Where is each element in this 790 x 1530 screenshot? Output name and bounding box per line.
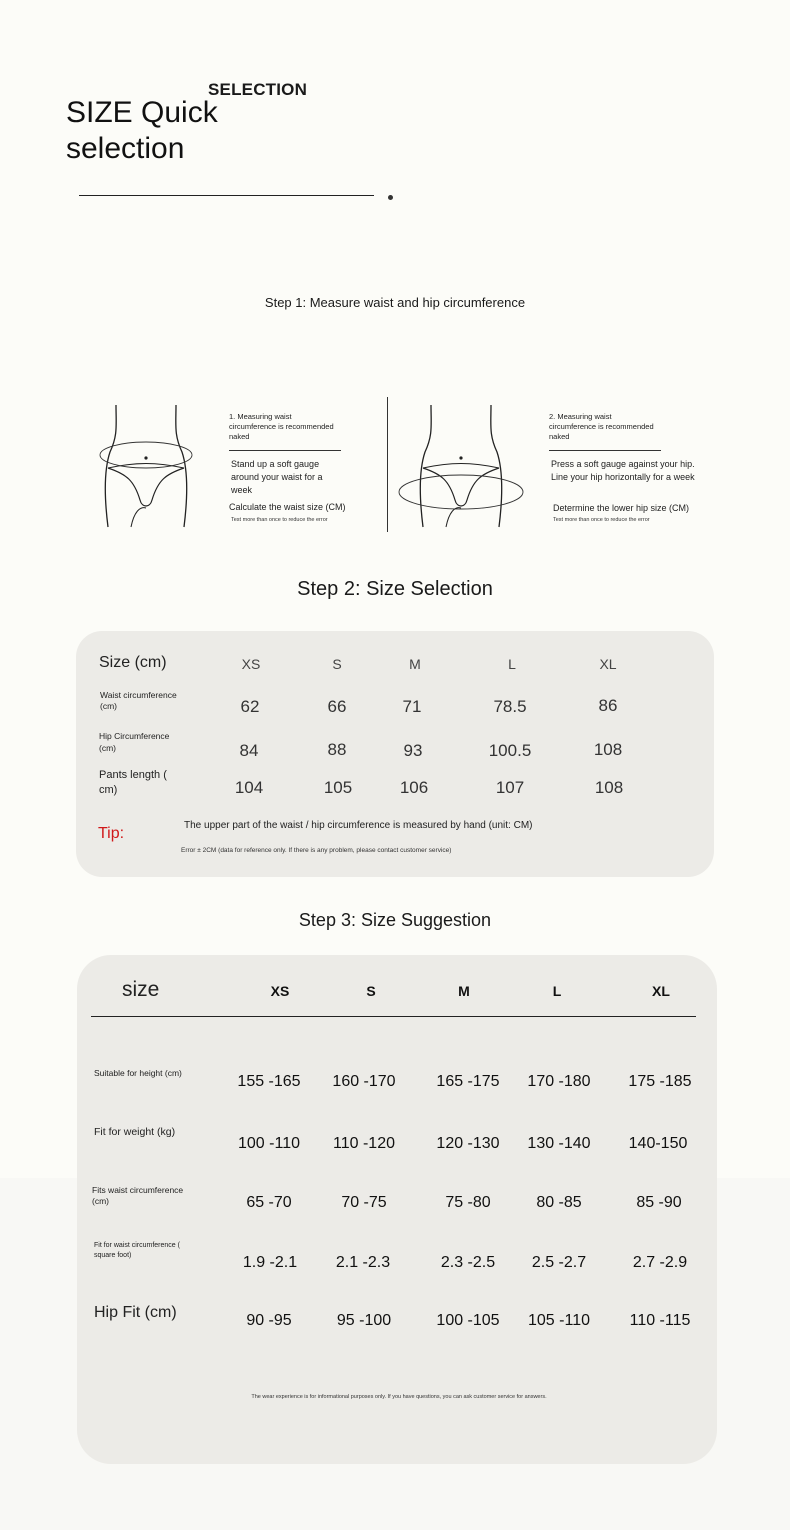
pants-length-value: 104 xyxy=(234,778,264,797)
waist-value: 66 xyxy=(327,697,347,716)
waist-sqft-value: 2.1 -2.3 xyxy=(335,1254,391,1271)
waist-cm-value: 75 -80 xyxy=(445,1194,491,1211)
hip-value: 93 xyxy=(403,741,423,760)
hip-instruction: 2. Measuring waist circumference is recommended naked xyxy=(549,412,654,441)
waist-value: 71 xyxy=(402,697,422,716)
height-value: 170 -180 xyxy=(527,1073,591,1090)
waist-sqft-value: 2.5 -2.7 xyxy=(531,1254,587,1271)
pants-length-row-label: Pants length ( cm) xyxy=(99,769,167,796)
hip-fit-value: 110 -115 xyxy=(629,1312,691,1329)
height-value: 165 -175 xyxy=(436,1073,500,1090)
waist-cm-value: 70 -75 xyxy=(341,1194,387,1211)
hip-figure-illustration xyxy=(396,400,526,532)
waist-sqft-value: 1.9 -2.1 xyxy=(242,1254,298,1271)
size-l-header: L xyxy=(508,656,516,672)
suggest-l-header: L xyxy=(552,983,562,999)
suggest-xl-header: XL xyxy=(652,983,670,999)
hip-value: 108 xyxy=(593,740,623,759)
waist-figure-illustration xyxy=(96,400,196,532)
hip-fit-value: 95 -100 xyxy=(336,1312,392,1329)
waist-cm-value: 80 -85 xyxy=(536,1194,582,1211)
hip-calc: Determine the lower hip size (CM) xyxy=(553,503,690,513)
weight-value: 130 -140 xyxy=(527,1135,591,1152)
hip-row-label: Hip Circumference (cm) xyxy=(99,731,170,753)
waist-instruction: 1. Measuring waist circumference is recommended naked xyxy=(229,412,334,441)
size-xs-header: XS xyxy=(241,656,261,672)
hip-detail: Press a soft gauge against your hip. Line your hip horizontally for a week xyxy=(551,459,695,482)
height-value: 160 -170 xyxy=(332,1073,396,1090)
suggest-m-header: M xyxy=(458,983,470,999)
hip-value: 100.5 xyxy=(488,741,532,760)
suggest-s-header: S xyxy=(366,983,376,999)
hip-fit-value: 100 -105 xyxy=(436,1312,500,1329)
pants-length-value: 108 xyxy=(594,778,624,797)
weight-value: 110 -120 xyxy=(333,1135,395,1152)
hip-note: Test more than once to reduce the error xyxy=(553,517,650,523)
step1-divider xyxy=(387,397,388,532)
waist-note: Test more than once to reduce the error xyxy=(231,517,328,523)
hip-fit-value: 90 -95 xyxy=(246,1312,292,1329)
waist-value: 62 xyxy=(240,697,260,716)
waist-sqft-row-label: Fit for waist circumference ( square foot) xyxy=(94,1242,180,1259)
weight-value: 100 -110 xyxy=(238,1135,300,1152)
hip-rule xyxy=(549,450,661,451)
waist-calc: Calculate the waist size (CM) xyxy=(229,502,346,512)
pants-length-value: 107 xyxy=(495,778,525,797)
step1-title: Step 1: Measure waist and hip circumference xyxy=(264,295,526,310)
tip-text: The upper part of the waist / hip circumference is measured by hand (unit: CM) xyxy=(184,820,533,831)
height-value: 175 -185 xyxy=(628,1073,692,1090)
height-value: 155 -165 xyxy=(237,1073,301,1090)
waist-sqft-value: 2.7 -2.9 xyxy=(632,1254,688,1271)
hip-value: 88 xyxy=(327,740,347,759)
waist-cm-row-label: Fits waist circumference (cm) xyxy=(92,1185,184,1206)
size-m-header: M xyxy=(409,656,421,672)
waist-value: 78.5 xyxy=(493,697,527,716)
header-dot xyxy=(388,195,393,200)
waist-row-label: Waist circumference (cm) xyxy=(100,690,177,711)
waist-rule xyxy=(229,450,341,451)
size-header-label: size xyxy=(122,978,160,1001)
pants-length-value: 106 xyxy=(399,778,429,797)
tip-note: Error ± 2CM (data for reference only. If there is any problem, please contact customer service) xyxy=(181,847,452,854)
weight-row-label: Fit for weight (kg) xyxy=(94,1126,176,1138)
tip-label: Tip: xyxy=(98,825,125,842)
size-xl-header: XL xyxy=(599,656,617,672)
step2-title: Step 2: Size Selection xyxy=(297,578,493,600)
suggest-xs-header: XS xyxy=(270,983,290,999)
size-cm-header: Size (cm) xyxy=(99,654,167,671)
suggestion-footer-note: The wear experience is for informational purposes only. If you have questions, you can ask customer service for answers. xyxy=(251,1394,547,1400)
step3-title: Step 3: Size Suggestion xyxy=(298,910,492,930)
waist-value: 86 xyxy=(598,696,618,715)
hip-fit-row-label: Hip Fit (cm) xyxy=(94,1304,177,1321)
waist-cm-value: 65 -70 xyxy=(246,1194,292,1211)
size-suggestion-card xyxy=(77,955,717,1464)
page-title: SIZE Quick selection xyxy=(66,96,218,165)
suggestion-header-rule xyxy=(91,1016,696,1017)
waist-cm-value: 85 -90 xyxy=(636,1194,682,1211)
pants-length-value: 105 xyxy=(323,778,353,797)
waist-sqft-value: 2.3 -2.5 xyxy=(440,1254,496,1271)
hip-value: 84 xyxy=(239,741,259,760)
weight-value: 120 -130 xyxy=(436,1135,500,1152)
weight-value: 140-150 xyxy=(628,1135,688,1152)
header-divider xyxy=(79,195,374,196)
waist-detail: Stand up a soft gauge around your waist for a week xyxy=(231,459,323,495)
hip-fit-value: 105 -110 xyxy=(528,1312,590,1329)
height-row-label: Suitable for height (cm) xyxy=(94,1068,182,1078)
size-s-header: S xyxy=(332,656,342,672)
header-selection-label: SELECTION xyxy=(208,80,308,99)
